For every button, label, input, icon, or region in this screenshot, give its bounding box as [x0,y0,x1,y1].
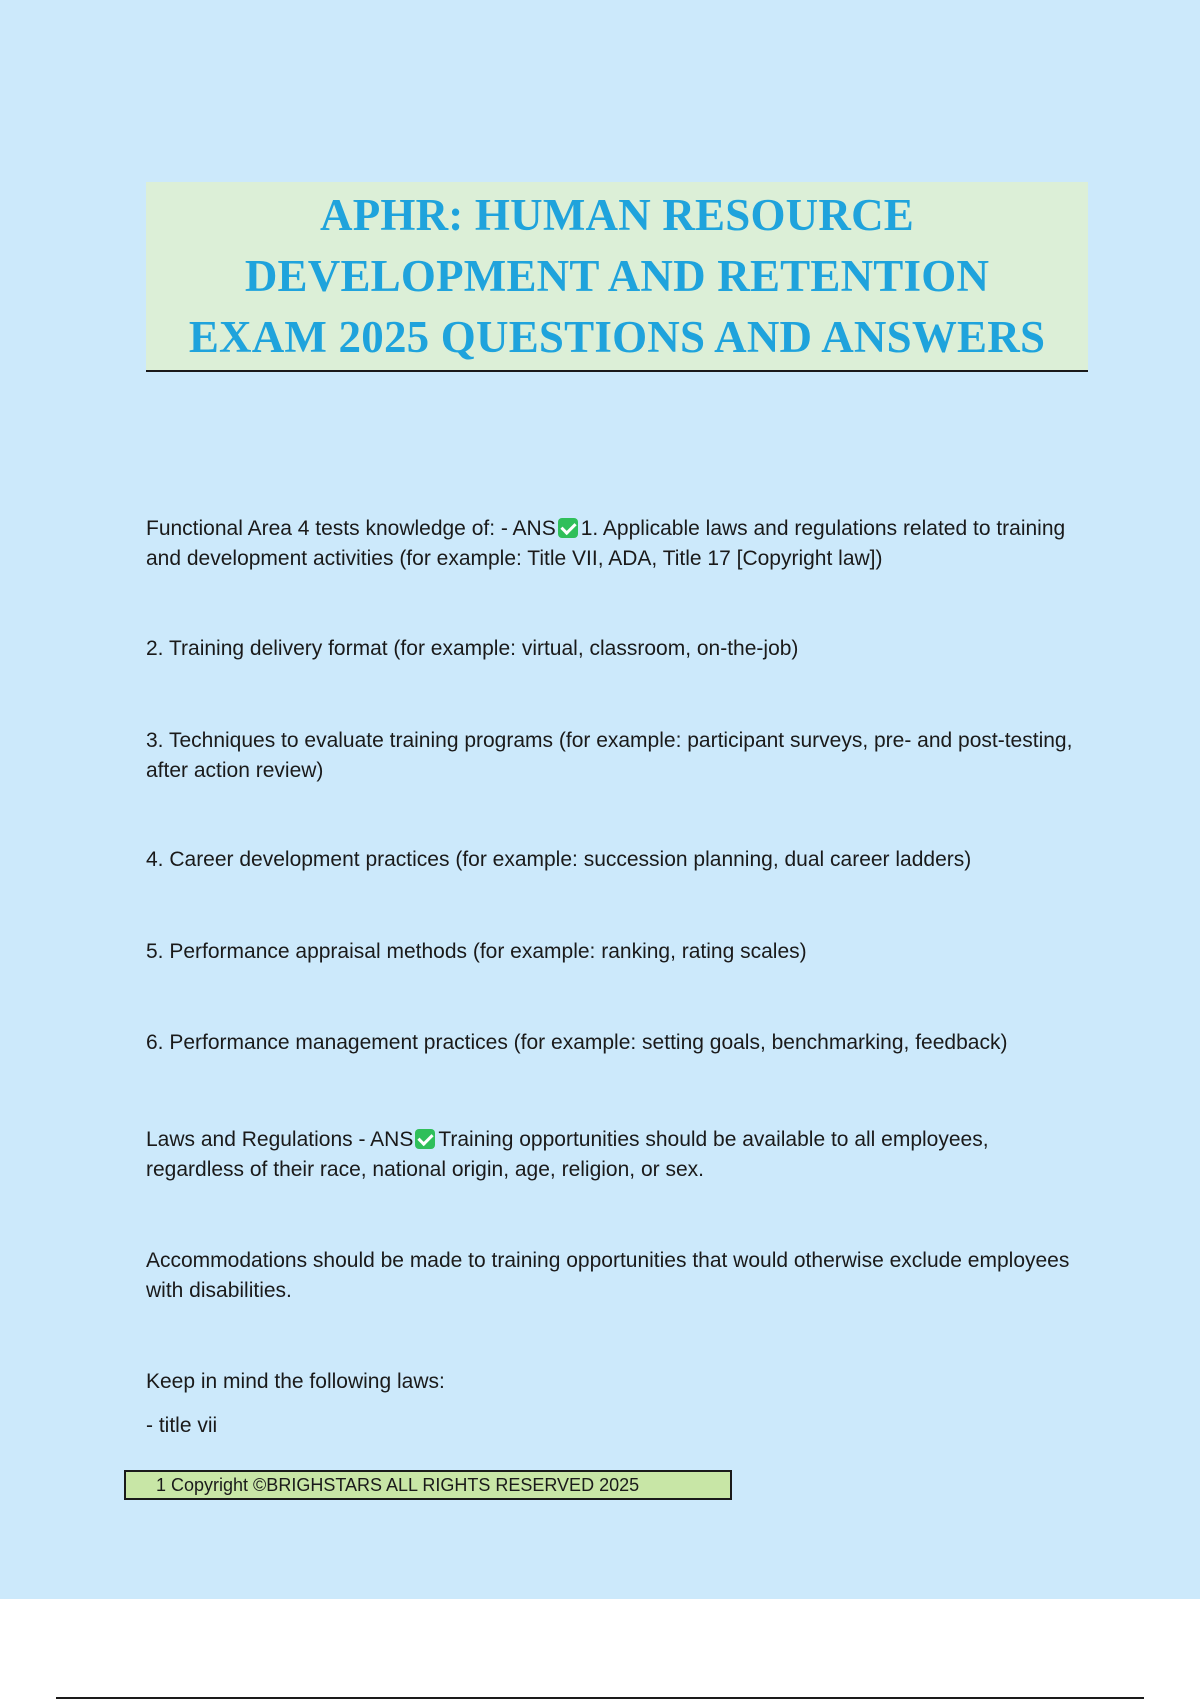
title-line-2: DEVELOPMENT AND RETENTION [244,250,990,301]
qa-entry-laws-regulations [146,1125,1076,1185]
document-title [189,185,1045,368]
check-mark-icon [558,518,578,538]
paragraph: Keep in mind the following laws: [146,1370,445,1393]
list-item: 3. Techniques to evaluate training programs (for example: participant surveys, pre- and post-testing, after action review) [146,729,1073,782]
page-divider [56,1697,1144,1699]
title-line-3: EXAM 2025 QUESTIONS AND ANSWERS [188,311,1046,362]
question-text: Laws and Regulations - ANS [146,1128,414,1151]
title-line-1: APHR: HUMAN RESOURCE [320,189,914,240]
answer-text: Training opportunities should be available to all employees, regardless of their race, national origin, age, religion, or sex. [146,1128,989,1181]
answer-text: 1. Applicable laws and regulations related to training and development activities (for example: Title VII, ADA, Title 17 [Copyright law]) [146,517,1066,570]
question-text: Functional Area 4 tests knowledge of: - ANS [146,517,556,540]
list-item: 4. Career development practices (for example: succession planning, dual career ladders) [146,848,972,871]
title-banner [146,182,1088,372]
list-item: 2. Training delivery format (for example: virtual, classroom, on-the-job) [146,637,799,660]
copyright-footer [124,1470,732,1500]
paragraph: Accommodations should be made to training opportunities that would otherwise exclude employees with disabilities. [146,1249,1070,1302]
qa-entry-functional-area [146,514,1076,574]
list-item: 5. Performance appraisal methods (for example: ranking, rating scales) [146,940,807,963]
check-mark-icon [415,1129,435,1149]
list-item: 6. Performance management practices (for example: setting goals, benchmarking, feedback) [146,1031,1008,1054]
list-item: - title vii [146,1414,218,1437]
copyright-text: 1 Copyright ©BRIGHSTARS ALL RIGHTS RESERVED 2025 [156,1475,640,1495]
